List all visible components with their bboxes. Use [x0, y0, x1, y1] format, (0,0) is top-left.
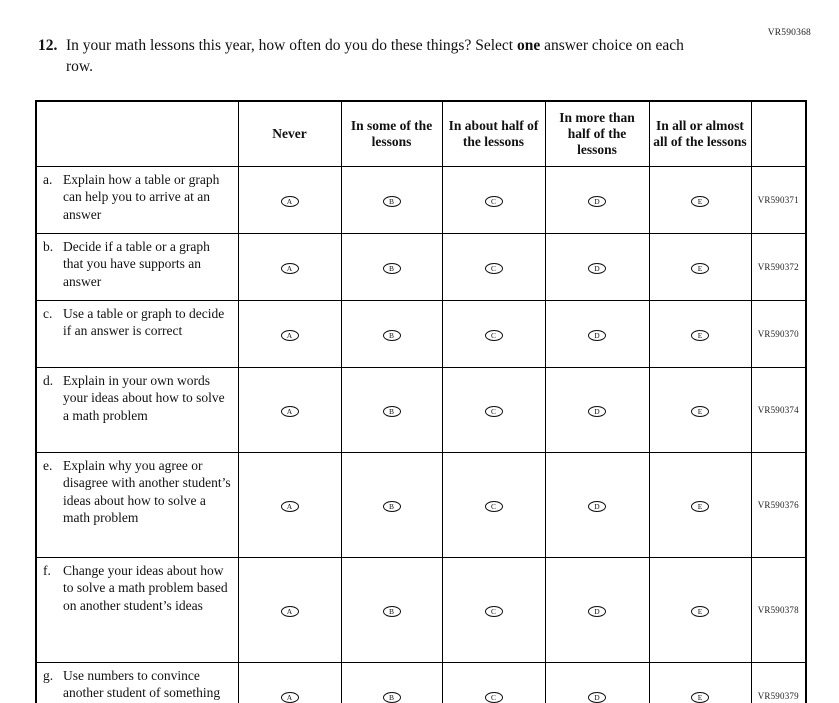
answer-bubble-c[interactable]: C — [485, 406, 503, 417]
row-code: VR590371 — [751, 166, 806, 233]
answer-bubble-c[interactable]: C — [485, 196, 503, 207]
answer-bubble-e[interactable]: E — [691, 406, 709, 417]
header-corner-cell — [36, 101, 238, 166]
answer-bubble-b[interactable]: B — [383, 196, 401, 207]
answer-bubble-e[interactable]: E — [691, 606, 709, 617]
answer-bubble-b[interactable]: B — [383, 692, 401, 703]
header-row — [36, 101, 806, 166]
row-letter: b. — [43, 238, 54, 254]
option-cell — [442, 557, 545, 662]
row-letter: g. — [43, 667, 54, 683]
row-text: Change your ideas about how to solve a math problem based on another student’s ideas — [63, 562, 228, 613]
row-code: VR590379 — [751, 662, 806, 703]
option-cell — [649, 557, 751, 662]
page-code: VR590368 — [767, 28, 811, 38]
table-row — [36, 662, 806, 703]
row-text: Explain how a table or graph can help you to arrive at an answer — [63, 171, 220, 222]
option-cell — [442, 452, 545, 557]
row-code: VR590370 — [751, 300, 806, 367]
option-cell — [442, 662, 545, 703]
answer-bubble-c[interactable]: C — [485, 606, 503, 617]
option-cell — [545, 452, 649, 557]
option-cell — [341, 300, 442, 367]
question-number: 12. — [38, 37, 58, 54]
row-stem — [36, 557, 238, 662]
option-cell — [649, 452, 751, 557]
option-cell — [341, 662, 442, 703]
row-text: Use numbers to convince another student of something — [63, 667, 221, 701]
answer-bubble-a[interactable]: A — [281, 406, 299, 417]
answer-bubble-b[interactable]: B — [383, 501, 401, 512]
option-cell — [649, 300, 751, 367]
option-cell — [341, 233, 442, 300]
answer-bubble-e[interactable]: E — [691, 330, 709, 341]
row-code: VR590374 — [751, 367, 806, 452]
answer-bubble-e[interactable]: E — [691, 501, 709, 512]
row-letter: c. — [43, 305, 53, 321]
option-cell — [238, 452, 341, 557]
answer-bubble-e[interactable]: E — [691, 263, 709, 274]
question — [38, 36, 718, 78]
option-cell — [649, 662, 751, 703]
option-cell — [442, 367, 545, 452]
option-cell — [341, 452, 442, 557]
option-cell — [545, 166, 649, 233]
answer-bubble-b[interactable]: B — [383, 330, 401, 341]
option-cell — [649, 166, 751, 233]
answer-bubble-a[interactable]: A — [281, 692, 299, 703]
row-text: Use a table or graph to decide if an answer is correct — [63, 305, 225, 339]
answer-bubble-d[interactable]: D — [588, 196, 606, 207]
answer-bubble-d[interactable]: D — [588, 606, 606, 617]
answer-bubble-a[interactable]: A — [281, 501, 299, 512]
table-row — [36, 452, 806, 557]
option-cell — [545, 233, 649, 300]
header-some-lessons: In some of the lessons — [341, 101, 442, 166]
row-stem — [36, 166, 238, 233]
option-cell — [238, 166, 341, 233]
option-cell — [545, 557, 649, 662]
option-cell — [545, 662, 649, 703]
answer-bubble-a[interactable]: A — [281, 606, 299, 617]
answer-bubble-d[interactable]: D — [588, 406, 606, 417]
header-more-than-half: In more than half of the lessons — [545, 101, 649, 166]
answer-bubble-d[interactable]: D — [588, 330, 606, 341]
option-cell — [238, 300, 341, 367]
option-cell — [545, 367, 649, 452]
table-row — [36, 166, 806, 233]
answer-bubble-d[interactable]: D — [588, 501, 606, 512]
answer-bubble-a[interactable]: A — [281, 196, 299, 207]
option-cell — [341, 367, 442, 452]
answer-bubble-b[interactable]: B — [383, 263, 401, 274]
header-all-lessons: In all or almost all of the lessons — [649, 101, 751, 166]
row-text: Explain why you agree or disagree with another student’s ideas about how to solve a math problem — [63, 457, 231, 526]
row-text: Explain in your own words your ideas about how to solve a math problem — [63, 372, 225, 423]
question-text-post: answer choice on each row. — [66, 37, 684, 75]
option-cell — [238, 557, 341, 662]
answer-bubble-a[interactable]: A — [281, 330, 299, 341]
question-text — [66, 36, 706, 78]
table-row — [36, 300, 806, 367]
option-cell — [442, 166, 545, 233]
table-row — [36, 367, 806, 452]
row-text: Decide if a table or a graph that you have supports an answer — [63, 238, 210, 289]
option-cell — [649, 233, 751, 300]
header-code-cell — [751, 101, 806, 166]
answer-bubble-e[interactable]: E — [691, 692, 709, 703]
row-letter: e. — [43, 457, 53, 473]
answer-bubble-c[interactable]: C — [485, 263, 503, 274]
row-letter: d. — [43, 372, 54, 388]
answer-bubble-d[interactable]: D — [588, 692, 606, 703]
answer-table-header — [36, 101, 806, 166]
row-code: VR590376 — [751, 452, 806, 557]
question-text-pre: In your math lessons this year, how often do you do these things? Select — [66, 37, 517, 54]
option-cell — [341, 166, 442, 233]
option-cell — [442, 300, 545, 367]
header-never: Never — [238, 101, 341, 166]
answer-table-body — [36, 166, 806, 703]
row-stem — [36, 300, 238, 367]
option-cell — [649, 367, 751, 452]
answer-bubble-c[interactable]: C — [485, 501, 503, 512]
table-row — [36, 233, 806, 300]
option-cell — [238, 662, 341, 703]
option-cell — [238, 367, 341, 452]
answer-bubble-c[interactable]: C — [485, 692, 503, 703]
row-code: VR590378 — [751, 557, 806, 662]
row-stem — [36, 233, 238, 300]
header-about-half: In about half of the lessons — [442, 101, 545, 166]
answer-table — [35, 100, 807, 703]
row-code: VR590372 — [751, 233, 806, 300]
option-cell — [341, 557, 442, 662]
answer-bubble-d[interactable]: D — [588, 263, 606, 274]
answer-bubble-b[interactable]: B — [383, 406, 401, 417]
option-cell — [545, 300, 649, 367]
answer-bubble-a[interactable]: A — [281, 263, 299, 274]
table-row — [36, 557, 806, 662]
option-cell — [238, 233, 341, 300]
row-stem — [36, 452, 238, 557]
row-stem — [36, 662, 238, 703]
option-cell — [442, 233, 545, 300]
row-letter: a. — [43, 171, 53, 187]
row-stem — [36, 367, 238, 452]
question-text-bold: one — [516, 37, 541, 54]
answer-bubble-e[interactable]: E — [691, 196, 709, 207]
row-letter: f. — [43, 562, 51, 578]
answer-bubble-c[interactable]: C — [485, 330, 503, 341]
answer-bubble-b[interactable]: B — [383, 606, 401, 617]
